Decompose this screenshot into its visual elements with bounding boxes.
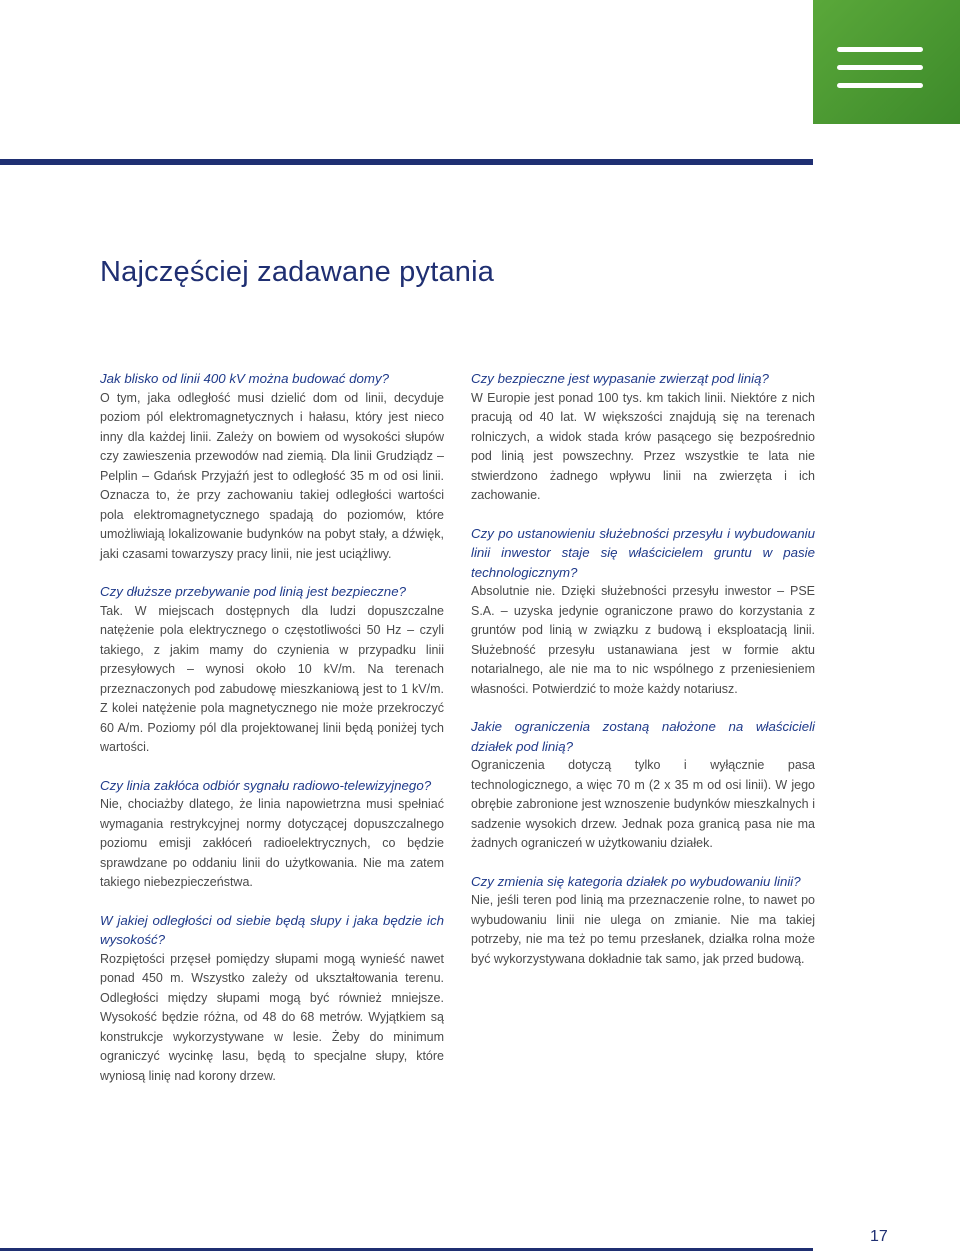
faq-answer: Ograniczenia dotyczą tylko i wyłącznie pasa technologicznego, a więc 70 m (2 x 35 m od osi linii). W jego obrębie zabronione jest wznoszenie budynków mieszkalnych i sadzenie wysokich drzew. Jednak poza granicą pasa nie ma żadnych ograniczeń w użytkowaniu działek.: [471, 758, 815, 850]
faq-answer: Rozpiętości przęseł pomiędzy słupami mogą wynieść nawet ponad 450 m. Wszystko zależy od ukształtowania terenu. Odległości między słupami mogą być również mniejsze. Wysokość będzie różna, od 48 do 68 metrów. Wyjątkiem są konstrukcje wykorzystywane w lesie. Żeby do minimum ograniczyć wycinkę lasu, będą to specjalne słupy, które wyniosą linię nad korony drzew.: [100, 951, 444, 1083]
faq-question: Czy po ustanowieniu służebności przesyłu i wybudowaniu linii inwestor staje się właścicielem gruntu w pasie technologicznym?: [471, 525, 815, 580]
faq-item: [100, 911, 444, 1087]
faq-question: Czy bezpieczne jest wypasanie zwierząt pod linią?: [471, 371, 769, 386]
footer-divider: [0, 1248, 813, 1251]
menu-button[interactable]: [813, 0, 960, 124]
faq-item: [100, 582, 444, 758]
faq-answer: Nie, jeśli teren pod linią ma przeznaczenie rolne, to nawet po wybudowaniu linii nie ulega on zmianie. Nie ma takiej potrzeby, nie ma też po temu przesłanek, działka rolna może być wykorzystywana dokładnie tak samo, jak przed budową.: [471, 893, 815, 966]
faq-item: [100, 776, 444, 893]
header-divider: [0, 159, 813, 165]
faq-answer: W Europie jest ponad 100 tys. km takich linii. Niektóre z nich pracują od 40 lat. W większości znajdują się na terenach rolniczych, a widok stada krów pasącego się bezpośrednio pod linią jest powszechny. Przez wszystkie te lata nie stwierdzono żadnego wpływu linii na zwierzęta i ich zachowanie.: [471, 390, 815, 502]
faq-question: Jakie ograniczenia zostaną nałożone na właścicieli działek pod linią?: [471, 719, 815, 754]
faq-question: Czy linia zakłóca odbiór sygnału radiowo-telewizyjnego?: [100, 777, 432, 793]
page-title: Najczęściej zadawane pytania: [100, 256, 495, 288]
faq-item: [471, 369, 815, 506]
faq-question: Czy dłuższe przebywanie pod linią jest bezpieczne?: [100, 584, 406, 599]
faq-answer: Absolutnie nie. Dzięki służebności przesyłu inwestor – PSE S.A. – uzyska jedynie ograniczone prawo do korzystania z gruntów pod linią w związku z budową i eksploatacją linii. Służebność przesyłu ustanawiana jest w formie aktu notarialnego, ale nie ma to nic wspólnego z przeniesieniem własności. Potwierdzić to może każdy notariusz.: [471, 584, 815, 696]
left-column: [100, 369, 444, 1104]
faq-item: [471, 872, 815, 970]
faq-answer: Tak. W miejscach dostępnych dla ludzi dopuszczalne natężenie pola elektrycznego o częstotliwości 50 Hz – czyli takiego, z jakim mamy do czynienia w przypadku linii przesyłowych – wynosi około 10 kV/m. Na terenach przeznaczonych pod zabudowę mieszkaniową jest to 1 kV/m. Z kolei natężenie pola magnetycznego nie może przekroczyć 60 A/m. Poziomy pól dla projektowanej linii będą poniżej tych wartości.: [100, 603, 444, 754]
faq-item: [100, 369, 444, 564]
faq-question: Czy zmienia się kategoria działek po wybudowaniu linii?: [471, 873, 801, 889]
faq-answer: Nie, chociażby dlatego, że linia napowietrzna musi spełniać wymagania restrykcyjnej normy dotyczącej dopuszczalnego poziomu emisji zakłóceń radioelektrycznych, co będzie sprawdzane po oddaniu linii do użytkowania. Nie ma zatem takiego niebezpieczeństwa.: [100, 797, 444, 889]
right-column: [471, 369, 815, 987]
page-number: 17: [870, 1228, 888, 1245]
faq-question: Jak blisko od linii 400 kV można budować domy?: [100, 371, 389, 386]
faq-item: [471, 524, 815, 700]
faq-answer: O tym, jaka odległość musi dzielić dom od linii, decyduje poziom pól elektromagnetycznych i hałasu, który jest nieco inny dla każdej linii. Zależy on bowiem od wysokości słupów czy zawieszenia przewodów nad ziemią. Dla linii Grudziądz – Pelplin – Gdańsk Przyjaźń jest to odległość 35 m od osi linii. Oznacza to, że przy zachowaniu takiej odległości wartości pola elektromagnetycznego spadają do poziomów, które umożliwiają lokalizowanie budynków na pobyt stały, a dźwięk, jaki czasami towarzyszy pracy linii, nie jest uciążliwy.: [100, 390, 444, 561]
faq-item: [471, 717, 815, 854]
faq-question: W jakiej odległości od siebie będą słupy i jaka będzie ich wysokość?: [100, 912, 444, 947]
